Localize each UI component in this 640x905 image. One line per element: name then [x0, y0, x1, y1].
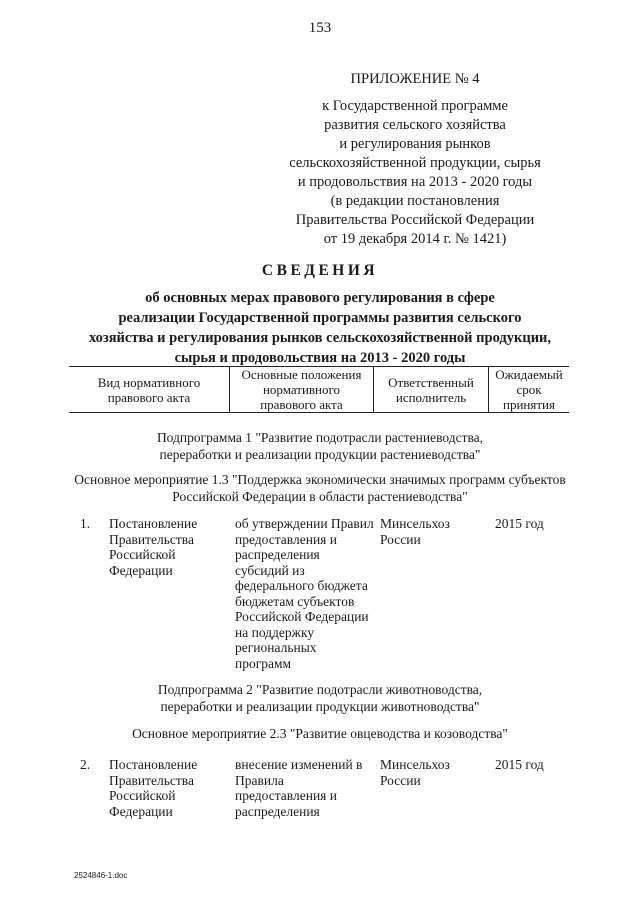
header-line: нормативного	[262, 382, 341, 397]
subtitle-line: сырья и продовольствия на 2013 - 2020 годы	[174, 350, 466, 366]
cell-line: внесение изменений в	[235, 757, 363, 772]
section-line: Подпрограмма 1 "Развитие подотрасли растениеводства,	[156, 430, 484, 445]
measure-2-3-heading	[60, 725, 580, 742]
document-subtitle	[60, 288, 580, 368]
footer-filename: 2524846-1.doc	[74, 871, 128, 880]
cell-line: федерального бюджета	[235, 578, 368, 593]
column-header-act-type	[69, 375, 229, 405]
column-header-deadline	[489, 367, 569, 412]
appendix-line: и продовольствия на 2013 - 2020 годы	[297, 174, 533, 190]
appendix-block	[250, 70, 580, 249]
header-line: исполнитель	[395, 390, 467, 405]
cell-line: Правительства	[109, 772, 194, 788]
cell-line: Российской Федерации	[235, 609, 369, 624]
cell-line: об утверждении Правил	[235, 516, 374, 531]
row-2-number: 2.	[80, 757, 91, 772]
column-header-provisions	[230, 367, 373, 412]
section-line: Подпрограмма 2 "Развитие подотрасли животноводства,	[157, 682, 483, 697]
subprogram-1-heading	[60, 429, 580, 463]
cell-line: бюджетам субъектов	[235, 593, 355, 609]
page-number: 153	[308, 20, 332, 36]
cell-line: Постановление	[109, 757, 198, 772]
row-1-number: 1.	[80, 516, 91, 531]
subtitle-line: об основных мерах правового регулирования в сфере	[145, 290, 495, 306]
header-line: срок	[516, 382, 542, 397]
cell-line: Правила	[235, 772, 284, 788]
row-2-act-type	[109, 757, 227, 819]
subprogram-2-heading	[60, 681, 580, 715]
row-2-deadline: 2015 год	[495, 757, 544, 772]
section-line: Российской Федерации в области растениеводства"	[172, 489, 468, 504]
cell-line: предоставления и	[235, 531, 337, 547]
cell-line: Федерации	[109, 562, 173, 578]
row-1-act-type	[109, 516, 227, 578]
section-line: Основное мероприятие 2.3 "Развитие овцеводства и козоводства"	[132, 726, 508, 741]
cell-line: региональных	[235, 640, 317, 655]
appendix-line: развития сельского хозяйства	[324, 117, 506, 133]
appendix-line: к Государственной программе	[322, 98, 508, 114]
appendix-line: Правительства Российской Федерации	[295, 212, 535, 228]
header-line: правового акта	[260, 397, 343, 412]
table-header-bottom-border	[69, 412, 569, 413]
appendix-title: ПРИЛОЖЕНИЕ № 4	[350, 71, 480, 87]
row-2-provisions	[235, 757, 380, 819]
header-line: Ответственный	[388, 375, 474, 390]
header-line: Вид нормативного	[97, 375, 201, 390]
cell-line: распределения	[235, 803, 320, 819]
cell-line: Постановление	[109, 516, 198, 531]
cell-line: программ	[235, 655, 292, 671]
header-line: Ожидаемый	[495, 367, 563, 382]
cell-line: субсидий из	[235, 562, 305, 578]
cell-line: распределения	[235, 547, 320, 562]
cell-line: Минсельхоз	[380, 757, 450, 772]
subtitle-line: хозяйства и регулирования рынков сельскохозяйственной продукции,	[88, 330, 552, 346]
subtitle-line: реализации Государственной программы развития сельского	[118, 310, 522, 326]
row-1-executor	[380, 516, 485, 547]
cell-line: Российской	[109, 788, 176, 803]
appendix-line: и регулирования рынков	[339, 136, 491, 152]
measure-1-3-heading	[60, 471, 580, 505]
cell-line: на поддержку	[235, 624, 315, 640]
row-2-executor	[380, 757, 485, 788]
document-title: СВЕДЕНИЯ	[261, 262, 379, 279]
header-line: правового акта	[107, 390, 191, 405]
section-line: Основное мероприятие 1.3 "Поддержка экономически значимых программ субъектов	[74, 472, 566, 487]
row-1-provisions	[235, 516, 380, 671]
cell-line: Правительства	[109, 531, 194, 547]
row-1-deadline: 2015 год	[495, 516, 544, 531]
cell-line: Федерации	[109, 803, 173, 819]
cell-line: России	[380, 531, 421, 547]
cell-line: предоставления и	[235, 788, 337, 803]
section-line: переработки и реализации продукции животноводства"	[160, 699, 480, 714]
appendix-line: сельскохозяйственной продукции, сырья	[289, 155, 541, 171]
appendix-line: от 19 декабря 2014 г. № 1421)	[323, 231, 507, 247]
cell-line: Российской	[109, 547, 176, 562]
header-line: Основные положения	[241, 367, 362, 382]
column-header-executor	[374, 375, 488, 405]
cell-line: России	[380, 772, 421, 788]
section-line: переработки и реализации продукции растениеводства"	[159, 447, 481, 462]
appendix-line: (в редакции постановления	[330, 193, 500, 209]
cell-line: Минсельхоз	[380, 516, 450, 531]
header-line: принятия	[503, 397, 555, 412]
